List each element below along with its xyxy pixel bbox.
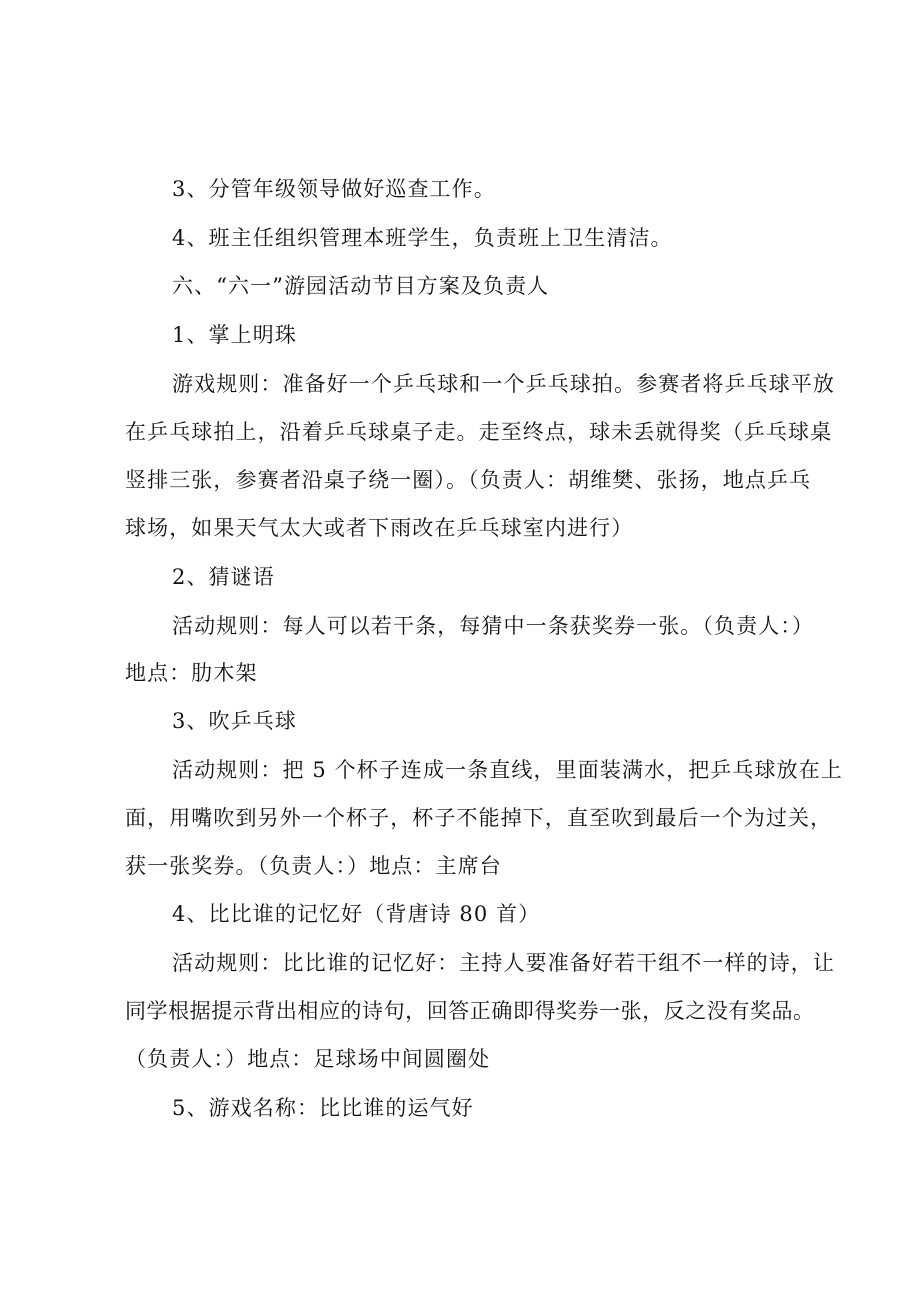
activity-3-rules-line-2: 面，用嘴吹到另外一个杯子，杯子不能掉下，直至吹到最后一个为过关， [125, 806, 833, 830]
item-3-inspection: 3、分管年级领导做好巡查工作。 [172, 177, 496, 201]
activity-4-rules-line-1: 活动规则：比比谁的记忆好：主持人要准备好若干组不一样的诗，让 [172, 951, 835, 975]
activity-1-rules-line-3: 竖排三张，参赛者沿桌子绕一圈）。（负责人：胡维樊、张扬，地点乒乓 [125, 468, 812, 492]
activity-1-rules-line-4: 球场，如果天气太大或者下雨改在乒乓球室内进行） [125, 516, 634, 540]
activity-1-title: 1、掌上明珠 [172, 323, 297, 347]
section-heading-six: 六、“六一”游园活动节目方案及负责人 [172, 274, 550, 298]
activity-3-title: 3、吹乒乓球 [172, 709, 297, 733]
activity-4-title: 4、比比谁的记忆好（背唐诗 80 首） [172, 902, 541, 926]
item-4-class-teacher: 4、班主任组织管理本班学生，负责班上卫生清洁。 [172, 226, 673, 250]
activity-5-title: 5、游戏名称：比比谁的运气好 [172, 1096, 474, 1120]
activity-2-title: 2、猜谜语 [172, 565, 275, 589]
activity-4-rules-line-2: 同学根据提示背出相应的诗句，回答正确即得奖券一张，反之没有奖品。 [125, 999, 815, 1023]
activity-2-rules-line-1: 活动规则：每人可以若干条，每猜中一条获奖券一张。（负责人：） [172, 614, 814, 638]
activity-1-rules-line-1: 游戏规则：准备好一个乒乓球和一个乒乓球拍。参赛者将乒乓球平放 [172, 372, 835, 396]
activity-2-rules-line-2: 地点：肋木架 [125, 661, 258, 685]
activity-3-rules-line-1: 活动规则：把 5 个杯子连成一条直线，里面装满水，把乒乓球放在上 [172, 758, 843, 782]
activity-3-rules-line-3: 获一张奖券。（负责人：）地点：主席台 [125, 854, 502, 878]
activity-4-rules-line-3: （负责人：）地点：足球场中间圆圈处 [125, 1047, 491, 1071]
activity-1-rules-line-2: 在乒乓球拍上，沿着乒乓球桌子走。走至终点，球未丢就得奖（乒乓球桌 [125, 420, 833, 444]
